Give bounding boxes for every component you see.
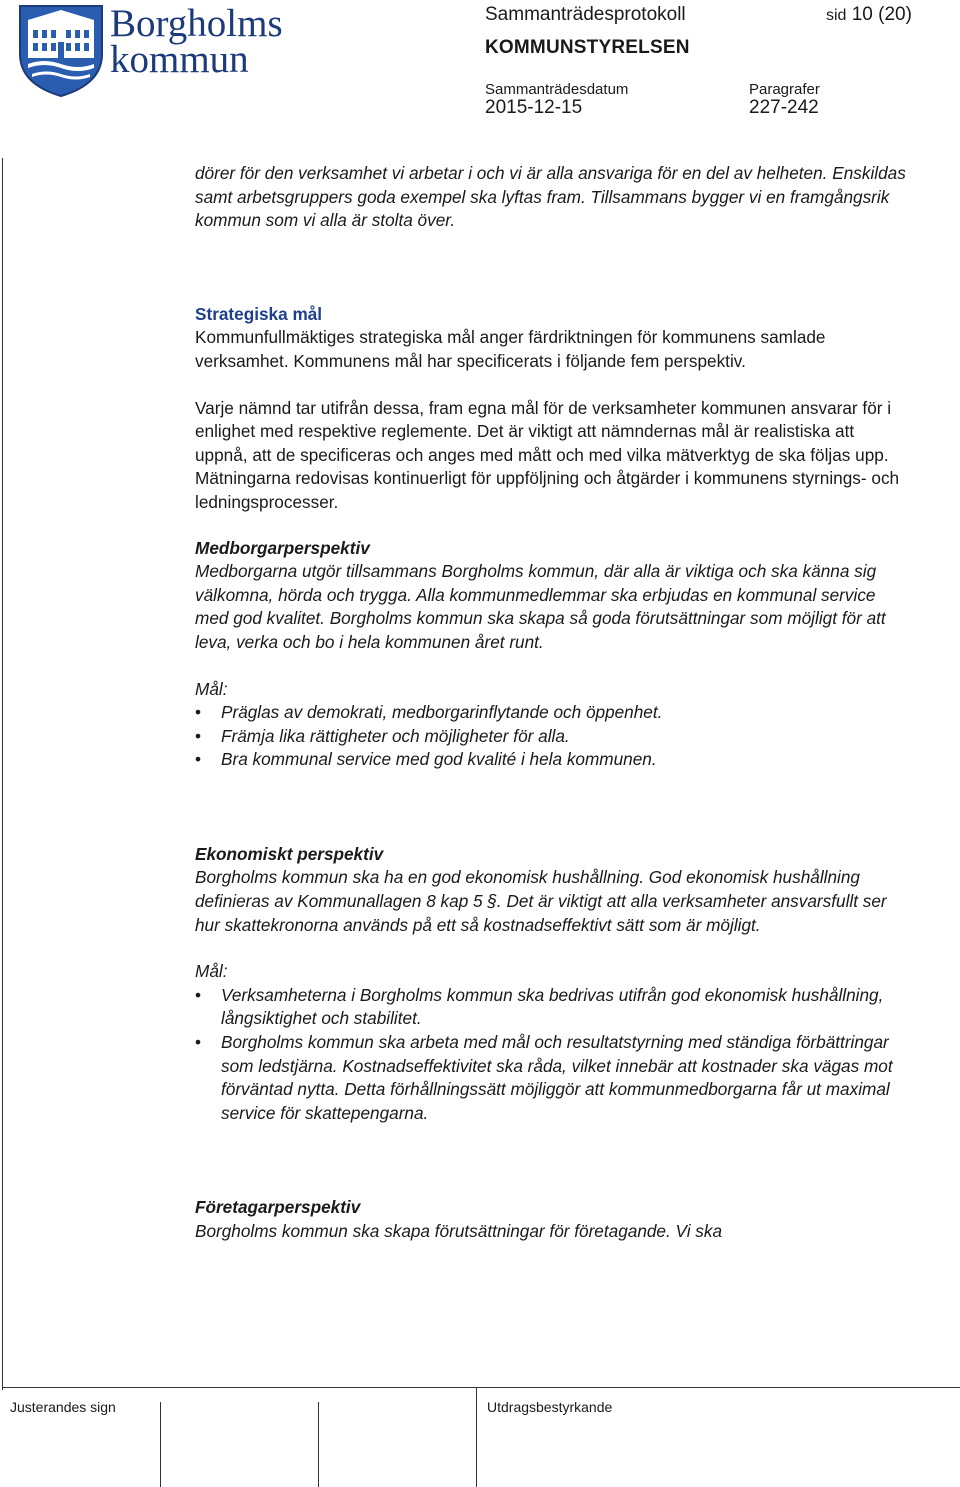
list-item: • Främja lika rättigheter och möjligheter för alla. xyxy=(195,725,907,749)
meeting-date: 2015-12-15 xyxy=(485,97,583,118)
committee-name: KOMMUNSTYRELSEN xyxy=(485,37,690,58)
bullet-icon: • xyxy=(195,702,202,723)
page-indicator xyxy=(826,4,912,26)
logo-text-line1: Borgholms xyxy=(110,2,283,45)
economic-goals-list xyxy=(195,984,907,1126)
citizen-goals-label: Mål: xyxy=(195,678,228,699)
page-prefix: sid xyxy=(826,7,847,24)
business-perspective-text: Borgholms kommun ska skapa förutsättningar för företagande. Vi ska xyxy=(195,1221,723,1241)
municipality-logo xyxy=(14,2,294,98)
strategic-goals-paragraph-2: Varje nämnd tar utifrån dessa, fram egna mål för de verksamheter kommunen ansvarar för i enlighet med respektive reglemente. Det är viktigt att nämndernas mål är realistiska att uppnå, att de specificeras och anges med mått och med vilka mätverktyg de ska följas upp. Mätningarna redovisas kontinuerligt för uppföljning och åtgärder i kommunens styrnings- och ledningsprocesser. xyxy=(195,397,900,512)
page-number: 10 (20) xyxy=(851,4,912,25)
citizen-goals-list xyxy=(195,701,907,772)
left-margin-line xyxy=(2,158,3,1390)
bullet-icon: • xyxy=(195,749,202,770)
strategic-goals-paragraph-1: Kommunfullmäktiges strategiska mål anger färdriktningen för kommunens samlade verksamhet. Kommunens mål har specificerats i följande fem perspektiv. xyxy=(195,327,826,371)
bullet-icon: • xyxy=(195,984,202,1005)
extract-certification-label: Utdragsbestyrkande xyxy=(487,1399,613,1415)
citizen-perspective-heading: Medborgarperspektiv xyxy=(195,537,370,558)
coat-of-arms-icon xyxy=(20,6,102,96)
list-item: • Präglas av demokrati, medborgarinflytande och öppenhet. xyxy=(195,701,907,725)
sections-range: 227-242 xyxy=(749,97,819,118)
sign-box-divider-2 xyxy=(318,1402,319,1487)
document-type: Sammanträdesprotokoll xyxy=(485,4,686,25)
sign-box-divider-3 xyxy=(476,1387,477,1487)
bullet-icon: • xyxy=(195,725,202,746)
logo-text-line2: kommun xyxy=(110,38,249,81)
economic-perspective-heading: Ekonomiskt perspektiv xyxy=(195,843,384,864)
footer-rule xyxy=(2,1387,960,1388)
bullet-icon: • xyxy=(195,1032,202,1053)
citizen-perspective-text: Medborgarna utgör tillsammans Borgholms kommun, där alla är viktiga och ska känna sig välkomna, hörda och trygga. Alla kommunmedlemmar ska erbjudas en kommunal service med god kvalitet. Borgholms kommun ska skapa så goda förutsättningar som möjligt för att leva, verka och bo i hela kommunen året runt. xyxy=(195,561,886,652)
economic-goals-label: Mål: xyxy=(195,961,228,982)
sign-box-divider-1 xyxy=(160,1402,161,1487)
meeting-date-label: Sammanträdesdatum xyxy=(485,81,629,98)
sections-label: Paragrafer xyxy=(749,81,820,98)
signature-label: Justerandes sign xyxy=(10,1399,116,1415)
list-item: • Verksamheterna i Borgholms kommun ska bedrivas utifrån god ekonomisk hushållning, långsiktighet och stabilitet. xyxy=(195,984,884,1029)
economic-perspective-text: Borgholms kommun ska ha en god ekonomisk hushållning. God ekonomisk hushållning definieras av Kommunallagen 8 kap 5 §. Det är viktigt att alla verksamheter ansvarsfullt ser hur skattekronorna används på ett så kostnadseffektivt sätt som är möjligt. xyxy=(195,867,887,935)
business-perspective-heading: Företagarperspektiv xyxy=(195,1197,361,1218)
document-body xyxy=(195,162,907,1244)
strategic-goals-heading: Strategiska mål xyxy=(195,303,323,324)
list-item: • Borgholms kommun ska arbeta med mål och resultatstyrning med ständiga förbättringar som ledstjärna. Kostnadseffektivitet ska råda, vilket innebär att kostnader ska vägas mot förväntad nytta. Detta förhållningssätt möjliggör att kommunmedborgarna får ut maximal service för skattepengarna. xyxy=(195,1032,893,1123)
intro-paragraph: dörer för den verksamhet vi arbetar i och vi är alla ansvariga för en del av helheten. Enskildas samt arbetsgruppers goda exempel ska lyftas fram. Tillsammans bygger vi en framgångsrik kommun som vi alla är stolta över. xyxy=(195,163,906,231)
list-item: • Bra kommunal service med god kvalité i hela kommunen. xyxy=(195,748,907,772)
